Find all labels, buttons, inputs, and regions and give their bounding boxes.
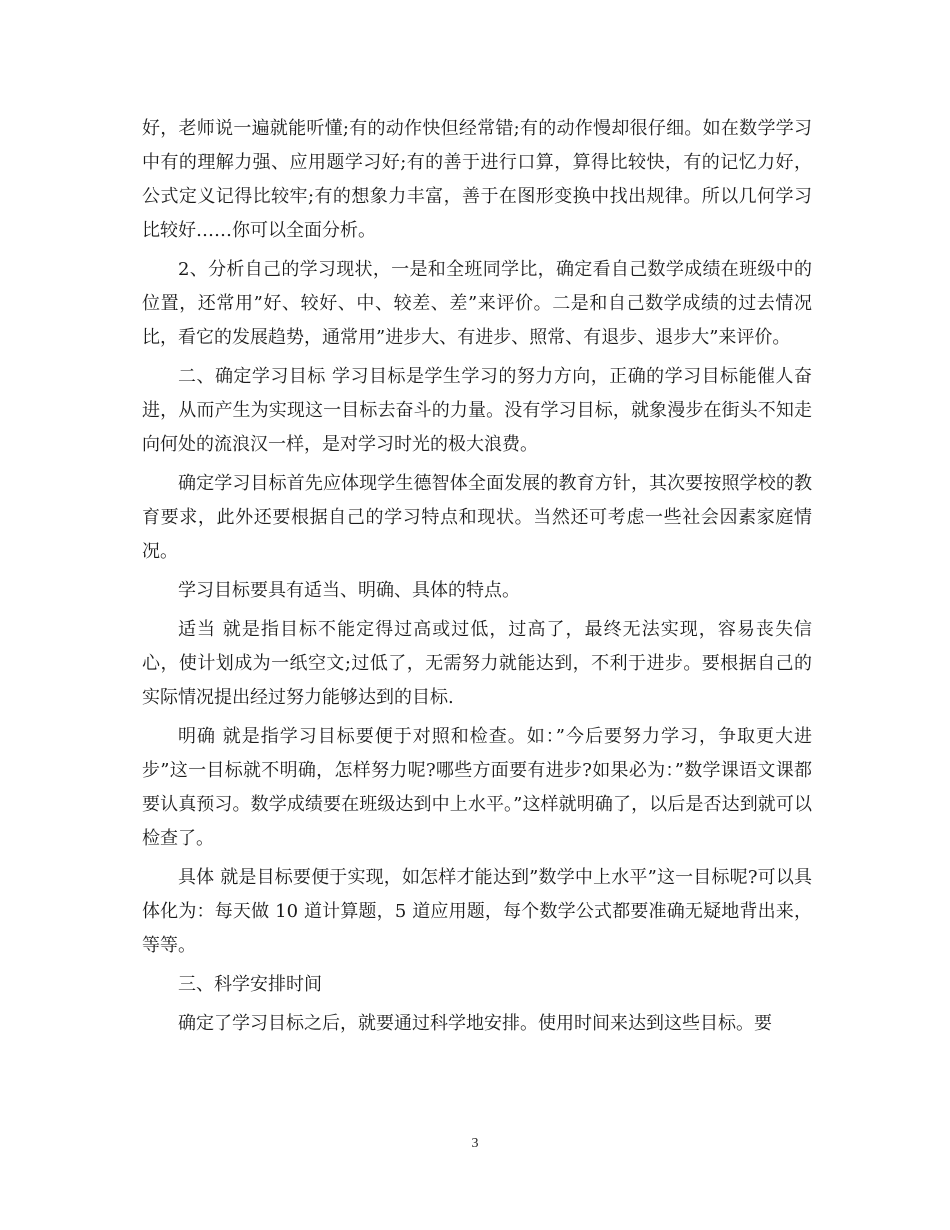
paragraph-2: 2、分析自己的学习现状，一是和全班同学比，确定看自己数学成绩在班级中的位置，还常用”好、较好、中、较差、差”来评价。二是和自己数学成绩的过去情况比，看它的发展趋势，通常用”进步大、有进步、照常、有退步、退步大”来评价。 [142, 259, 812, 348]
paragraph-6: 适当 就是指目标不能定得过高或过低，过高了，最终无法实现，容易丧失信心，使计划成为一纸空文;过低了，无需努力就能达到，不利于进步。要根据自己的实际情况提出经过努力能够达到的目标. [142, 619, 812, 708]
paragraph-1: 好，老师说一遍就能听懂;有的动作快但经常错;有的动作慢却很仔细。如在数学学习中有的理解力强、应用题学习好;有的善于进行口算，算得比较快，有的记忆力好，公式定义记得比较牢;有的想象力丰富，善于在图形变换中找出规律。所以几何学习比较好……你可以全面分析。 [142, 118, 812, 241]
paragraph-8: 具体 就是目标要便于实现，如怎样才能达到”数学中上水平”这一目标呢?可以具体化为：每天做 10 道计算题，5 道应用题，每个数学公式都要准确无疑地背出来，等等。 [142, 867, 812, 956]
document-body [142, 112, 812, 1046]
paragraph-3: 二、确定学习目标 学习目标是学生学习的努力方向，正确的学习目标能催人奋进，从而产生为实现这一目标去奋斗的力量。没有学习目标，就象漫步在街头不知走向何处的流浪汉一样，是对学习时光的极大浪费。 [142, 366, 812, 455]
paragraph-9: 确定了学习目标之后，就要通过科学地安排。使用时间来达到这些目标。要 [178, 1013, 772, 1034]
paragraph-5: 学习目标要具有适当、明确、具体的特点。 [178, 580, 520, 601]
paragraph-4: 确定学习目标首先应体现学生德智体全面发展的教育方针，其次要按照学校的教育要求，此外还要根据自己的学习特点和现状。当然还可考虑一些社会因素家庭情况。 [142, 473, 812, 562]
section-heading-3: 三、科学安排时间 [178, 974, 322, 995]
paragraph-7: 明确 就是指学习目标要便于对照和检查。如：”今后要努力学习，争取更大进步”这一目标就不明确，怎样努力呢?哪些方面要有进步?如果必为：”数学课语文课都要认真预习。数学成绩要在班级达到中上水平。”这样就明确了，以后是否达到就可以检查了。 [142, 726, 812, 849]
page-number: 3 [471, 1136, 479, 1151]
